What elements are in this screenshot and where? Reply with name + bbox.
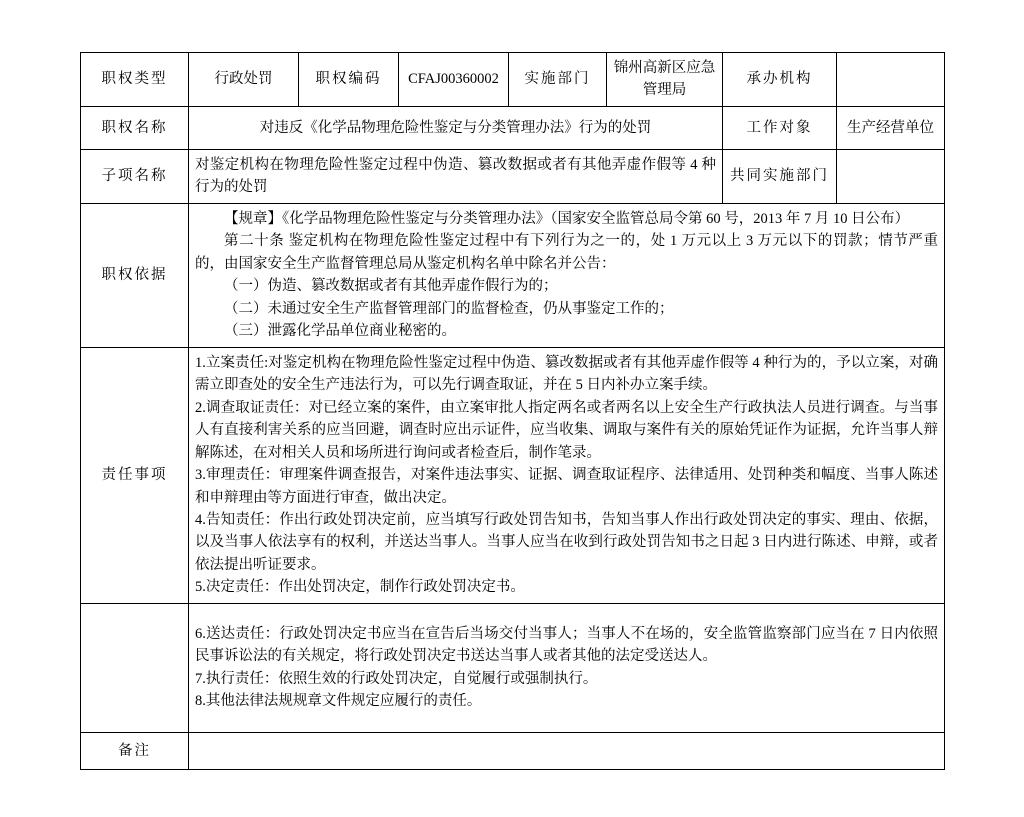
label-work-object: 工作对象 (723, 106, 837, 149)
duty-line: 1.立案责任:对鉴定机构在物理危险性鉴定过程中伪造、篡改数据或者有其他弄虚作假等 4 种行为的，予以立案，对确需立即查处的安全生产违法行为，可以先行调查取证，并在 5 日内补办立案手续。 (195, 354, 938, 394)
duty-line: 4.告知责任：作出行政处罚决定前，应当填写行政处罚告知书，告知当事人作出行政处罚决定的事实、理由、依据，以及当事人依法享有的权利，并送达当事人。当事人应当在收到行政处罚告知书之日起 3 日内进行陈述、申辩，或者依法提出听证要求。 (195, 511, 938, 573)
table-row-legal-basis (81, 203, 945, 347)
label-handling-org: 承办机构 (723, 53, 837, 107)
value-work-object: 生产经营单位 (837, 106, 945, 149)
table-row-power-name (81, 106, 945, 149)
duty-line: 5.决定责任：作出处罚决定，制作行政处罚决定书。 (195, 579, 525, 596)
basis-line: （一）伪造、篡改数据或者有其他弄虚作假行为的； (224, 278, 558, 295)
label-impl-dept: 实施部门 (509, 53, 607, 107)
label-power-type: 职权类型 (81, 53, 189, 107)
value-power-code: CFAJ00360002 (399, 53, 509, 107)
label-joint-dept: 共同实施部门 (723, 149, 837, 203)
table-row-sub-item (81, 149, 945, 203)
basis-line: 【规章】《化学品物理危险性鉴定与分类管理办法》（国家安全监管总局令第 60 号，2013 年 7 月 10 日公布） (224, 210, 910, 227)
table-row-power-type (81, 53, 945, 107)
duty-line: 7.执行责任：依照生效的行政处罚决定，自觉履行或强制执行。 (195, 670, 598, 687)
basis-line: 第二十条 鉴定机构在物理危险性鉴定过程中有下列行为之一的，处 1 万元以上 3 万元以下的罚款；情节严重的，由国家安全生产监督管理总局从鉴定机构名单中除名并公告： (195, 233, 938, 272)
value-joint-dept (837, 149, 945, 203)
label-duties-continued (81, 603, 189, 732)
value-duties (189, 347, 945, 603)
power-item-table (80, 52, 945, 770)
table-row-duties-continued (81, 603, 945, 732)
value-duties-continued (189, 603, 945, 732)
duty-line: 2.调查取证责任：对已经立案的案件，由立案审批人指定两名或者两名以上安全生产行政执法人员进行调查。与当事人有直接利害关系的应当回避，调查时应出示证件，应当收集、调取与案件有关的原始凭证作为证据，允许当事人辩解陈述，在对相关人员和场所进行询问或者检查后，制作笔录。 (195, 399, 938, 461)
label-duties: 责任事项 (81, 347, 189, 603)
value-impl-dept: 锦州高新区应急管理局 (607, 53, 723, 107)
duty-line: 8.其他法律法规规章文件规定应履行的责任。 (195, 693, 482, 710)
basis-line: （三）泄露化学品单位商业秘密的。 (224, 323, 456, 340)
duty-line: 6.送达责任：行政处罚决定书应当在宣告后当场交付当事人；当事人不在场的，安全监管监察部门应当在 7 日内依照民事诉讼法的有关规定，将行政处罚决定书送达当事人或者其他的法定受送达人。 (195, 625, 938, 665)
value-remark (189, 732, 945, 769)
table-row-duties (81, 347, 945, 603)
label-sub-item: 子项名称 (81, 149, 189, 203)
value-sub-item: 对鉴定机构在物理危险性鉴定过程中伪造、篡改数据或者有其他弄虚作假等 4 种行为的处罚 (189, 149, 723, 203)
label-power-name: 职权名称 (81, 106, 189, 149)
value-legal-basis (189, 203, 945, 347)
basis-line: （二）未通过安全生产监督管理部门的监督检查，仍从事鉴定工作的； (224, 300, 674, 317)
table-row-remark (81, 732, 945, 769)
value-power-type: 行政处罚 (189, 53, 299, 107)
value-power-name: 对违反《化学品物理危险性鉴定与分类管理办法》行为的处罚 (189, 106, 723, 149)
label-legal-basis: 职权依据 (81, 203, 189, 347)
value-handling-org (837, 53, 945, 107)
duty-line: 3.审理责任：审理案件调查报告，对案件违法事实、证据、调查取证程序、法律适用、处罚种类和幅度、当事人陈述和申辩理由等方面进行审查，做出决定。 (195, 467, 938, 506)
label-power-code: 职权编码 (299, 53, 399, 107)
label-remark: 备注 (81, 732, 189, 769)
